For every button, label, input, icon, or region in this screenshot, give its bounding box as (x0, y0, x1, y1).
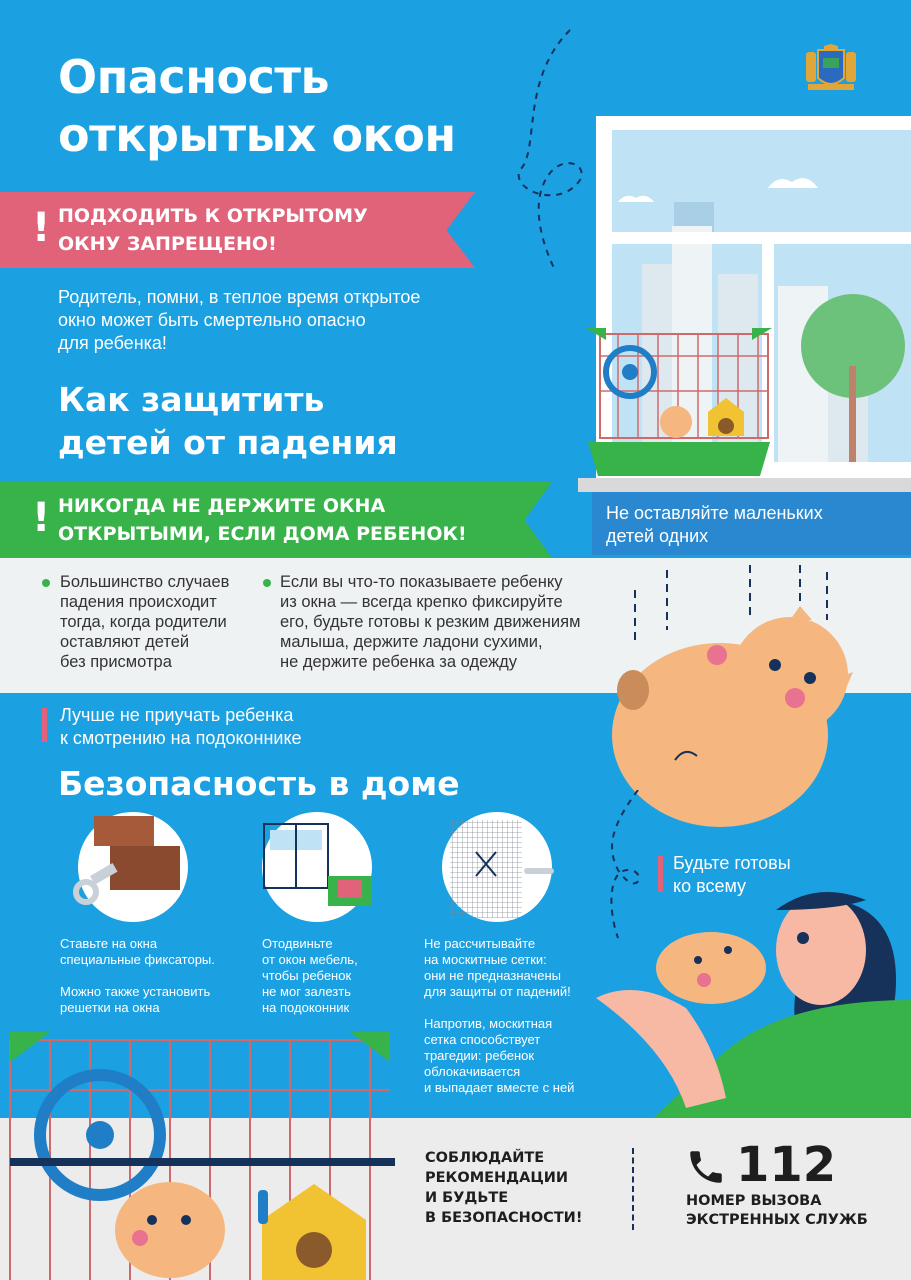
intro-text: Родитель, помни, в теплое время открытое окно может быть смертельно опасно для ребенка! (58, 287, 421, 353)
window-illustration (578, 116, 911, 492)
furniture-icon (262, 822, 382, 922)
ready-note: Будьте готовы ко всему (673, 853, 791, 896)
page-title: Опасность открытых окон (58, 50, 456, 162)
bullet-item: Большинство случаев падения происходит тогда, когда родители оставляют детей без присмотра (60, 573, 230, 671)
emergency-caption: НОМЕР ВЫЗОВА ЭКСТРЕННЫХ СЛУЖБ (686, 1193, 868, 1228)
exclamation-mark: ! (32, 495, 51, 541)
emergency-number: 112 (736, 1137, 837, 1193)
exclamation-mark: ! (32, 205, 51, 251)
alone-note-text: Не оставляйте маленьких детей одних (606, 503, 823, 546)
woman-holding-hamster-illustration (596, 880, 911, 1120)
footer-call-to-action: СОБЛЮДАЙТЕ РЕКОМЕНДАЦИИ И БУДЬТЕ В БЕЗОПАСНОСТИ! (425, 1150, 583, 1226)
bullet-item: Если вы что-то показываете ребенку из окна — всегда крепко фиксируйте его, будьте готовы к резким движениям малыша, держите ладони сухими, не держите ребенка за одежду (280, 573, 581, 671)
footer-divider (632, 1148, 634, 1230)
bullet-dot (42, 579, 50, 587)
protect-heading: Как защитить детей от падения (58, 380, 398, 462)
phone-icon (685, 1146, 727, 1188)
exclamation-mark-bar (42, 708, 47, 742)
windowsill-note: Лучше не приучать ребенка к смотрению на подоконнике (60, 705, 302, 748)
tip-text: Отодвиньте от окон мебель, чтобы ребенок не мог залезть на подоконник (262, 936, 358, 1015)
tip-text: Ставьте на окна специальные фиксаторы. Можно также установить решетки на окна (60, 936, 215, 1015)
emblem-icon (804, 44, 858, 94)
cage-illustration (0, 1030, 395, 1280)
mosquito-net-icon (442, 812, 562, 922)
warning-text-red: ПОДХОДИТЬ К ОТКРЫТОМУ ОКНУ ЗАПРЕЩЕНО! (58, 205, 368, 255)
tip-text: Не рассчитывайте на москитные сетки: они не предназначены для защиты от падений! Напротив, москитная сетка способствует трагедии: ребенок облокачивается и выпадает вместе с ней (424, 936, 575, 1095)
window-lock-icon (60, 808, 190, 918)
home-safety-heading: Безопасность в доме (58, 764, 460, 803)
bullet-dot (263, 579, 271, 587)
warning-text-green: НИКОГДА НЕ ДЕРЖИТЕ ОКНА ОТКРЫТЫМИ, ЕСЛИ ДОМА РЕБЕНОК! (58, 495, 467, 545)
